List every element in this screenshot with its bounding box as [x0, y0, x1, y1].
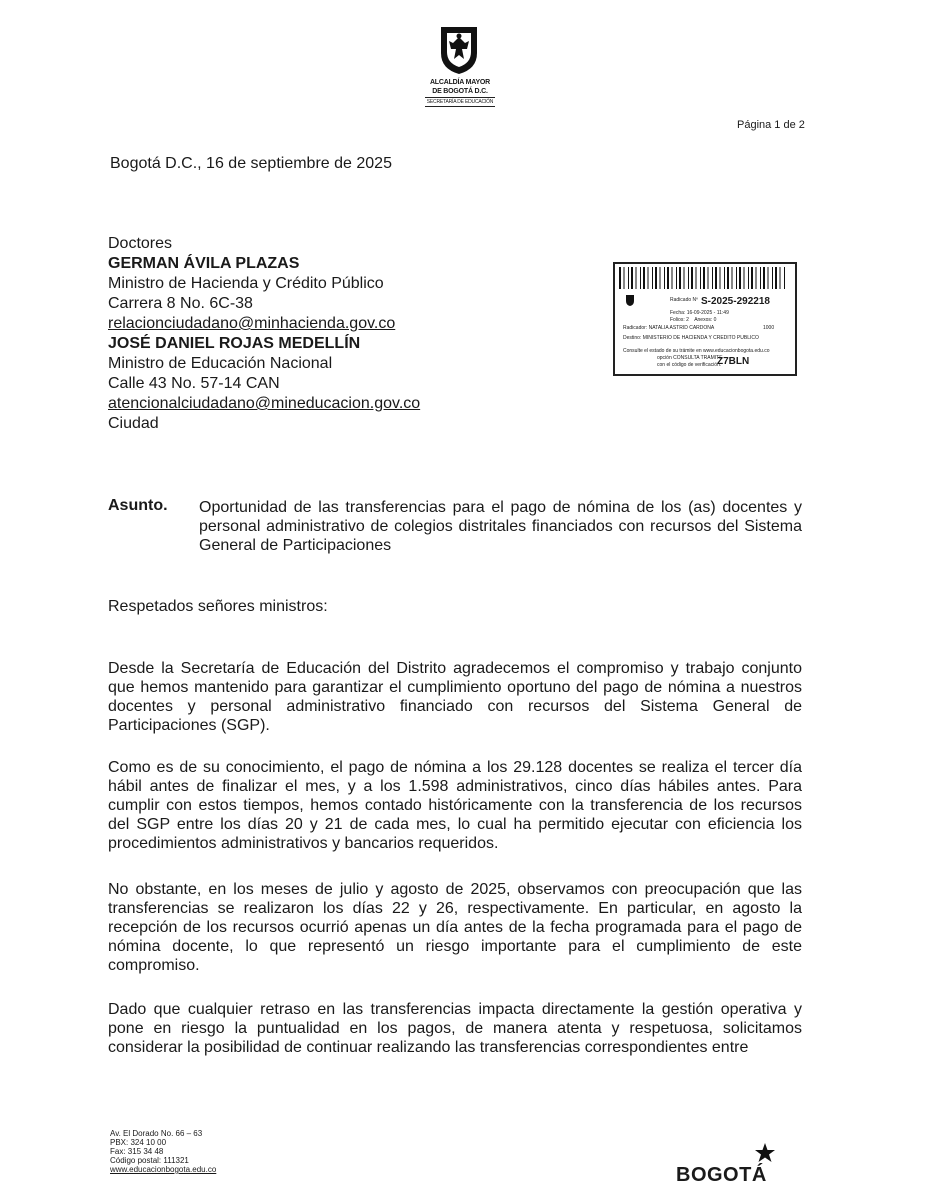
footer-website[interactable]: www.educacionbogota.edu.co	[110, 1165, 217, 1174]
salutation-title: Doctores	[108, 235, 173, 252]
star-icon	[754, 1142, 776, 1164]
anexos-value: 0	[713, 317, 717, 323]
anexos-label: Anexos:	[694, 317, 713, 323]
page-number: Página 1 de 2	[737, 119, 805, 131]
logo-text: BOGOTÁ	[676, 1164, 767, 1186]
footer-contact	[110, 1129, 216, 1174]
subject-text: Oportunidad de las transferencias para el pago de nómina de los (as) docentes y personal administrativo de colegios distritales financiados con recursos del Sistema General de Participaciones	[199, 499, 802, 554]
footer-fax: Fax: 315 34 48	[110, 1147, 164, 1156]
header-divider	[425, 106, 495, 107]
filing-stamp	[613, 262, 797, 376]
consult-line-1: Consulte el estado de su trámite en www.educacionbogota.edu.co	[623, 348, 770, 354]
radicador-value: NATALIA ASTRID CARDONA	[648, 325, 715, 331]
footer-address: Av. El Dorado No. 66 – 63	[110, 1129, 203, 1138]
destino-value: MINISTERIO DE HACIENDA Y CREDITO PUBLICO	[642, 335, 759, 341]
bogota-logo	[676, 1142, 786, 1190]
recipient-city: Ciudad	[108, 415, 159, 432]
subject-label: Asunto.	[108, 497, 168, 514]
consult-line-3: con el código de verificación:	[657, 362, 722, 368]
radicado-number: S-2025-292218	[701, 296, 770, 307]
greeting: Respetados señores ministros:	[108, 598, 328, 615]
recipient-1-role: Ministro de Hacienda y Crédito Público	[108, 275, 384, 292]
fecha-value: 16-09-2025 - 11:49	[686, 310, 729, 316]
recipient-2-address: Calle 43 No. 57-14 CAN	[108, 375, 280, 392]
consult-line-2: opción CONSULTA TRAMITE	[657, 355, 723, 361]
recipient-1-email[interactable]: relacionciudadano@minhacienda.gov.co	[108, 315, 396, 332]
header-divider	[425, 97, 495, 98]
recipient-2-name: JOSÉ DANIEL ROJAS MEDELLÍN	[108, 335, 361, 352]
footer-pbx: PBX: 324 10 00	[110, 1138, 167, 1147]
barcode-icon	[619, 267, 789, 289]
radicado-label: Radicado Nº	[670, 297, 698, 303]
body-paragraph: Desde la Secretaría de Educación del Distrito agradecemos el compromiso y trabajo conjunto que hemos mantenido para garantizar el cumplimiento oportuno del pago de nómina a nuestros docentes y personal administrativo financiado con recursos del Sistema General de Participaciones (SGP).	[108, 660, 802, 734]
recipient-1-name: GERMAN ÁVILA PLAZAS	[108, 255, 300, 272]
footer-postal: Código postal: 111321	[110, 1156, 189, 1165]
stamp-crest-icon	[625, 294, 635, 306]
body-paragraph: Dado que cualquier retraso en las transferencias impacta directamente la gestión operativa y pone en riesgo la puntualidad en los pagos, de manera atenta y respetuosa, solicitamos considerar la posibilidad de continuar realizando las transferencias correspondientes entre	[108, 1001, 802, 1056]
addressee-block	[108, 234, 420, 434]
coat-of-arms-icon	[437, 25, 481, 75]
verification-code: Z7BLN	[717, 356, 750, 367]
folios-label: Folios:	[670, 317, 685, 323]
radicador-label: Radicador:	[623, 325, 648, 331]
recipient-2-email[interactable]: atencionalciudadano@mineducacion.gov.co	[108, 395, 421, 412]
body-paragraph: Como es de su conocimiento, el pago de nómina a los 29.128 docentes se realiza el tercer día hábil antes de finalizar el mes, y a los 1.598 administrativos, cinco días hábiles antes. Para cumplir con estos tiempos, hemos contado históricamente con la transferencia de los recursos del SGP entre los días 20 y 21 de cada mes, lo cual ha permitido ejecutar con eficiencia los procedimientos administrativos y bancarios requeridos.	[108, 759, 802, 852]
letter-date: Bogotá D.C., 16 de septiembre de 2025	[110, 155, 392, 172]
fecha-label: Fecha:	[670, 310, 686, 316]
radicador-code: 1000	[763, 325, 775, 331]
entity-name-line2: DE BOGOTÁ D.C.	[432, 88, 488, 95]
entity-name-line1: ALCALDÍA MAYOR	[429, 79, 491, 86]
destino-label: Destino:	[623, 335, 642, 341]
recipient-1-address: Carrera 8 No. 6C-38	[108, 295, 253, 312]
entity-name-line3: SECRETARÍA DE EDUCACIÓN	[426, 99, 494, 105]
folios-value: 2	[686, 317, 689, 323]
body-paragraph: No obstante, en los meses de julio y agosto de 2025, observamos con preocupación que las transferencias se realizaron los días 22 y 26, respectivamente. En particular, en agosto la recepción de los recursos ocurrió apenas un día antes de la fecha programada para el pago de nómina docente, lo que representó un riesgo importante para el cumplimiento de este compromiso.	[108, 881, 802, 974]
recipient-2-role: Ministro de Educación Nacional	[108, 355, 333, 372]
